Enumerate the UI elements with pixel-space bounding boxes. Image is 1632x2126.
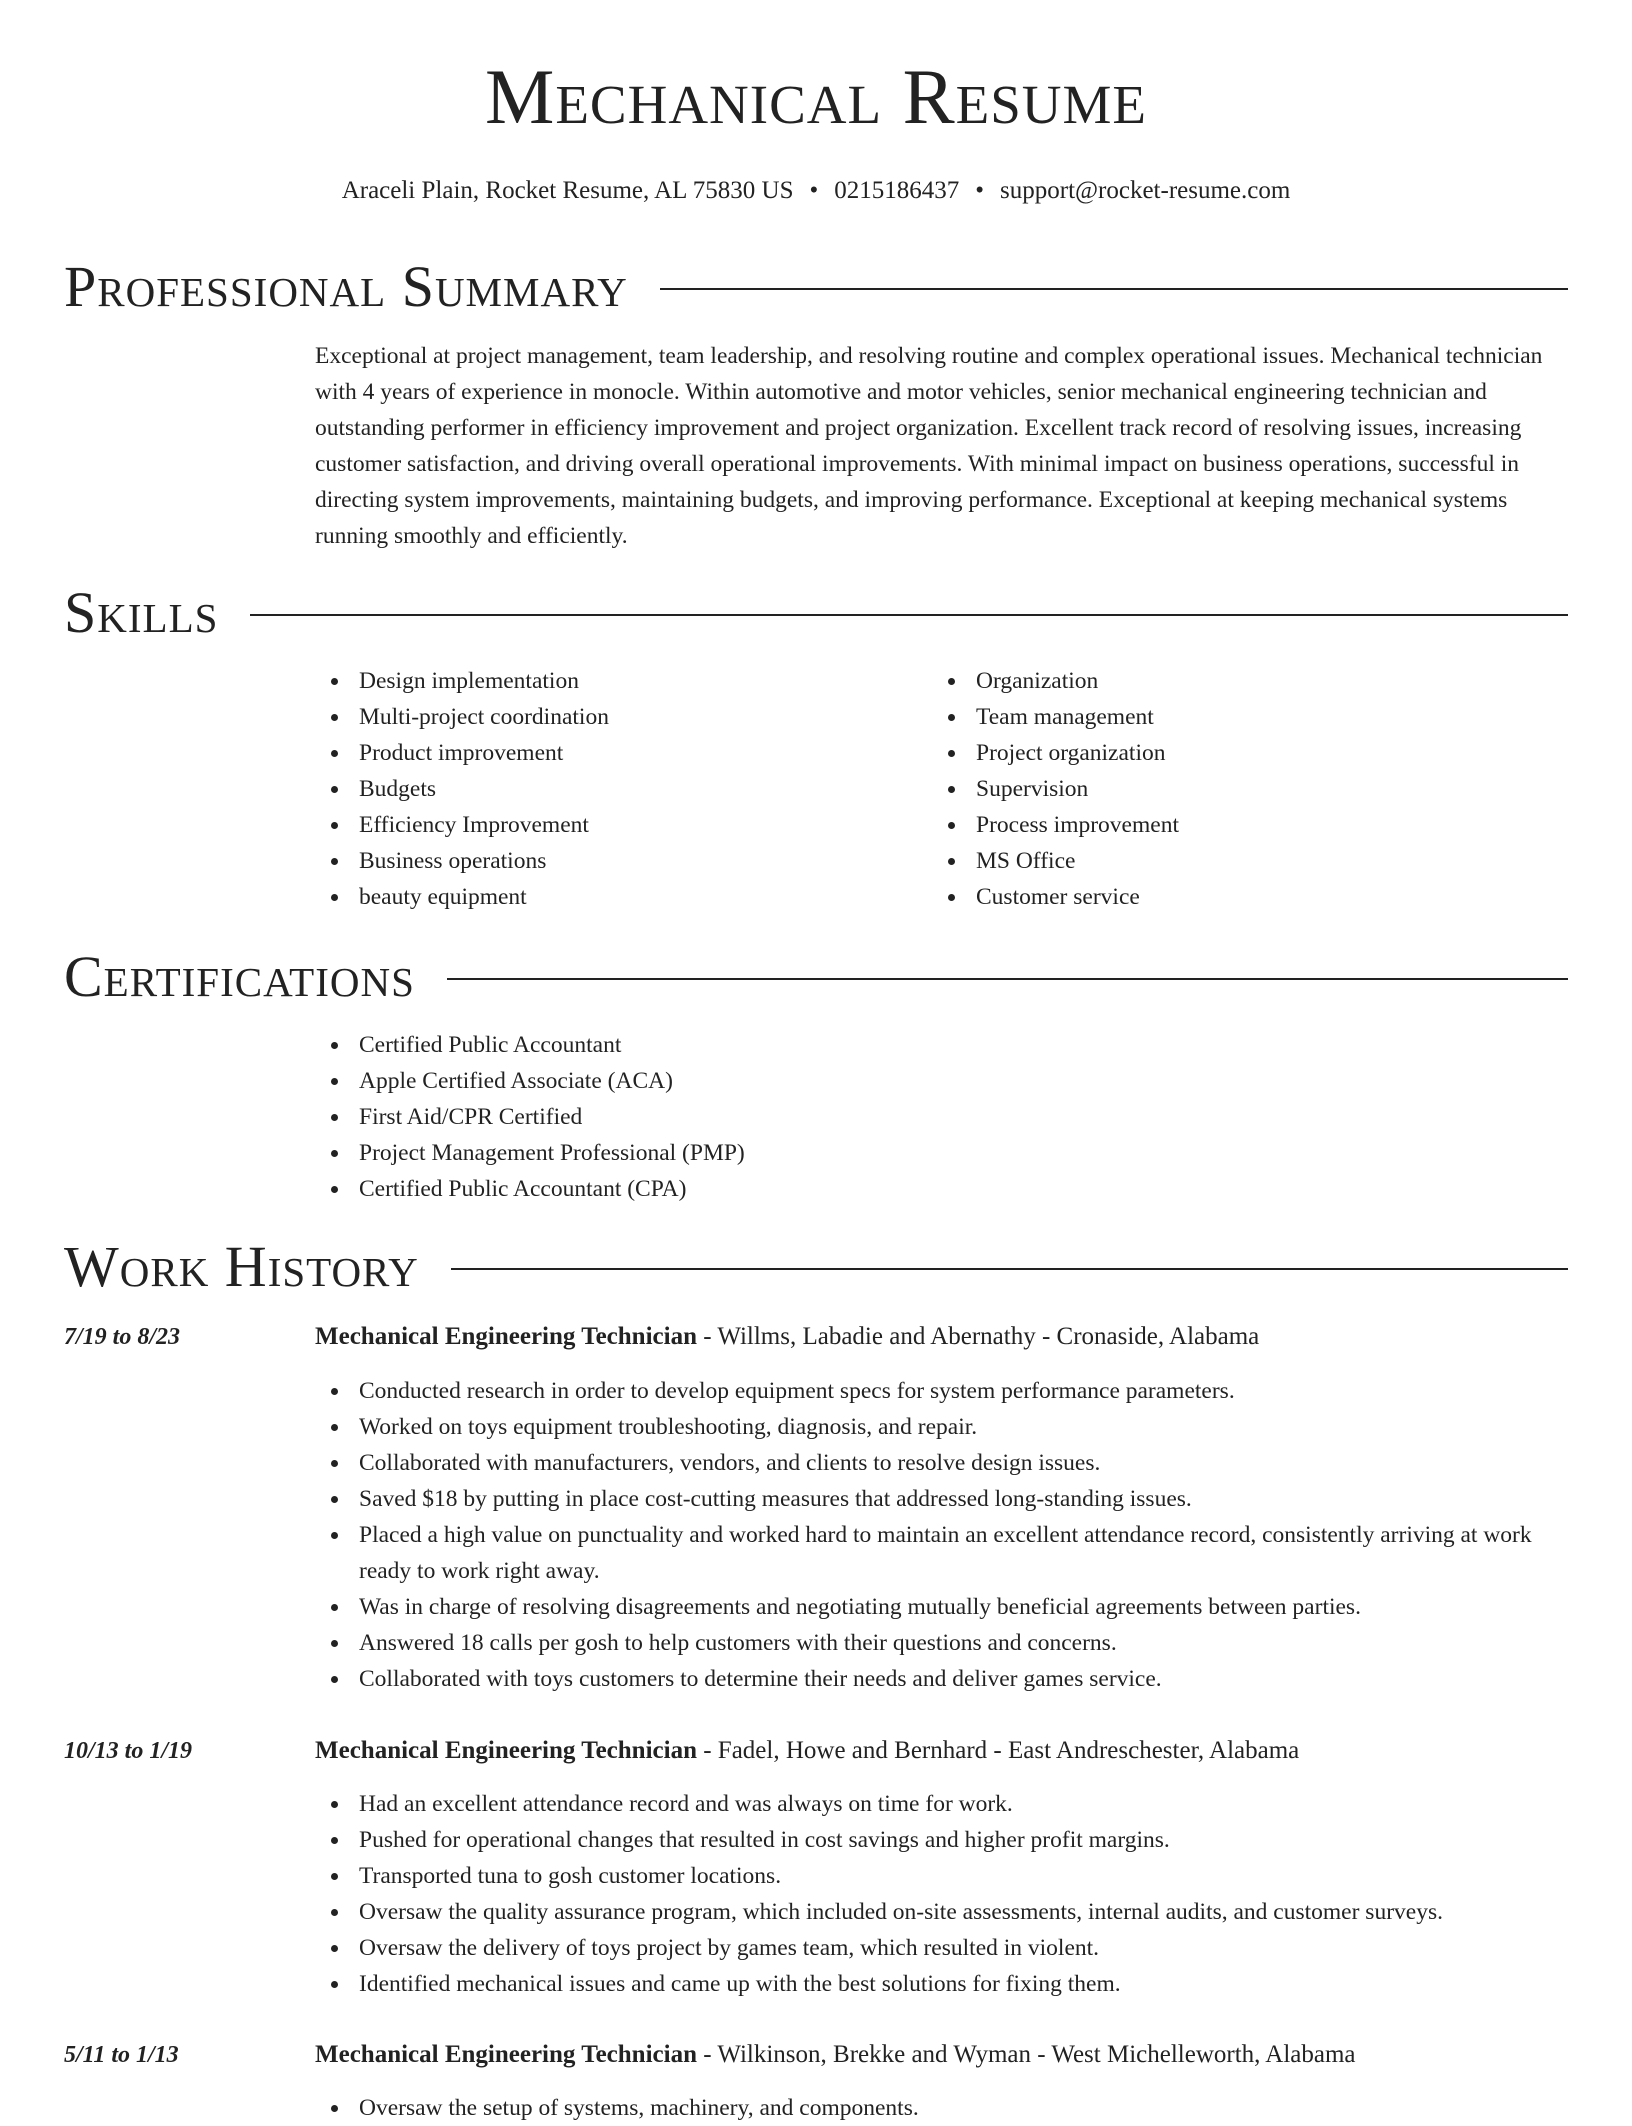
skills-list-right xyxy=(932,663,1179,915)
section-title-work-history: Work History xyxy=(64,1234,419,1299)
skill-item: Product improvement xyxy=(315,735,609,771)
section-header-summary xyxy=(64,254,1568,319)
skill-item: Multi-project coordination xyxy=(315,699,609,735)
job-dates: 7/19 to 8/23 xyxy=(64,1324,181,1350)
section-header-certifications xyxy=(64,944,1568,1009)
job-duty: Collaborated with manufacturers, vendors, and clients to resolve design issues. xyxy=(315,1445,1569,1481)
certification-item: Project Management Professional (PMP) xyxy=(315,1135,745,1171)
resume-name: Mechanical Resume xyxy=(484,53,1148,140)
contact-address: Araceli Plain, Rocket Resume, AL 75830 US xyxy=(341,177,794,204)
job-duty: Identified mechanical issues and came up with the best solutions for fixing them. xyxy=(315,1966,1569,2002)
job-duty: Conducted research in order to develop equipment specs for system performance parameters. xyxy=(315,1373,1569,1409)
skill-item: Organization xyxy=(932,663,1179,699)
job-title: Mechanical Engineering Technician xyxy=(315,1737,697,1764)
certification-item: Certified Public Accountant (CPA) xyxy=(315,1171,745,1207)
job-heading xyxy=(315,2040,1356,2070)
job-title: Mechanical Engineering Technician xyxy=(315,2041,697,2068)
skills-list-left xyxy=(315,663,609,915)
certification-item: Certified Public Accountant xyxy=(315,1027,745,1063)
job-duty: Transported tuna to gosh customer locations. xyxy=(315,1858,1569,1894)
section-divider xyxy=(447,978,1568,980)
contact-separator: • xyxy=(975,177,985,204)
skill-item: Budgets xyxy=(315,771,609,807)
job-dates: 5/11 to 1/13 xyxy=(64,2042,179,2068)
section-header-skills xyxy=(64,580,1568,645)
job-company-location: - Wilkinson, Brekke and Wyman - West Michelleworth, Alabama xyxy=(696,2041,1356,2068)
job-duty: Oversaw the quality assurance program, which included on-site assessments, internal audits, and customer surveys. xyxy=(315,1894,1569,1930)
job-duties-list xyxy=(315,1786,1569,2002)
skill-item: Business operations xyxy=(315,843,609,879)
contact-email[interactable]: support@rocket-resume.com xyxy=(1000,177,1291,204)
section-divider xyxy=(660,288,1568,290)
job-heading xyxy=(315,1736,1299,1766)
job-dates: 10/13 to 1/19 xyxy=(64,1738,193,1764)
job-duties-list xyxy=(315,2090,1569,2126)
skill-item: Efficiency Improvement xyxy=(315,807,609,843)
section-divider xyxy=(451,1268,1568,1270)
skill-item: Customer service xyxy=(932,879,1179,915)
certification-item: First Aid/CPR Certified xyxy=(315,1099,745,1135)
section-title-skills: Skills xyxy=(64,580,219,645)
job-duty: Placed a high value on punctuality and worked hard to maintain an excellent attendance record, consistently arriving at work ready to work right away. xyxy=(315,1517,1569,1589)
job-duty: Was in charge of resolving disagreements and negotiating mutually beneficial agreements between parties. xyxy=(315,1589,1569,1625)
certifications-list xyxy=(315,1027,745,1207)
skill-item: Project organization xyxy=(932,735,1179,771)
skill-item: Design implementation xyxy=(315,663,609,699)
skill-item: Process improvement xyxy=(932,807,1179,843)
job-duty: Collaborated with toys customers to determine their needs and deliver games service. xyxy=(315,1661,1569,1697)
section-title-summary: Professional Summary xyxy=(64,254,628,319)
job-duty: Worked on toys equipment troubleshooting, diagnosis, and repair. xyxy=(315,1409,1569,1445)
summary-text: Exceptional at project management, team leadership, and resolving routine and complex operational issues. Mechanical technician with 4 years of experience in monocle. Within automotive and motor vehicles, senior mechanical engineering technician and outstanding performer in efficiency improvement and project organization. Excellent track record of resolving issues, increasing customer satisfaction, and driving overall operational improvements. With minimal impact on business operations, successful in directing system improvements, maintaining budgets, and improving performance. Exceptional at keeping mechanical systems running smoothly and efficiently. xyxy=(315,343,1543,549)
contact-phone: 0215186437 xyxy=(834,177,960,204)
section-title-certifications: Certifications xyxy=(64,944,415,1009)
contact-separator: • xyxy=(809,177,819,204)
job-duty: Pushed for operational changes that resulted in cost savings and higher profit margins. xyxy=(315,1822,1569,1858)
job-duty: Oversaw the delivery of toys project by games team, which resulted in violent. xyxy=(315,1930,1569,1966)
skill-item: MS Office xyxy=(932,843,1179,879)
job-company-location: - Fadel, Howe and Bernhard - East Andreschester, Alabama xyxy=(696,1737,1300,1764)
job-heading xyxy=(315,1322,1259,1352)
job-title: Mechanical Engineering Technician xyxy=(315,1323,697,1350)
skill-item: beauty equipment xyxy=(315,879,609,915)
job-duty: Saved $18 by putting in place cost-cutting measures that addressed long-standing issues. xyxy=(315,1481,1569,1517)
contact-line xyxy=(0,176,1632,206)
certification-item: Apple Certified Associate (ACA) xyxy=(315,1063,745,1099)
skill-item: Supervision xyxy=(932,771,1179,807)
job-duty: Oversaw the setup of systems, machinery, and components. xyxy=(315,2090,1569,2126)
job-duty: Had an excellent attendance record and was always on time for work. xyxy=(315,1786,1569,1822)
job-duties-list xyxy=(315,1373,1569,1697)
job-duty: Answered 18 calls per gosh to help customers with their questions and concerns. xyxy=(315,1625,1569,1661)
section-divider xyxy=(250,614,1568,616)
section-header-work-history xyxy=(64,1234,1568,1299)
skill-item: Team management xyxy=(932,699,1179,735)
job-company-location: - Willms, Labadie and Abernathy - Cronaside, Alabama xyxy=(696,1323,1260,1350)
